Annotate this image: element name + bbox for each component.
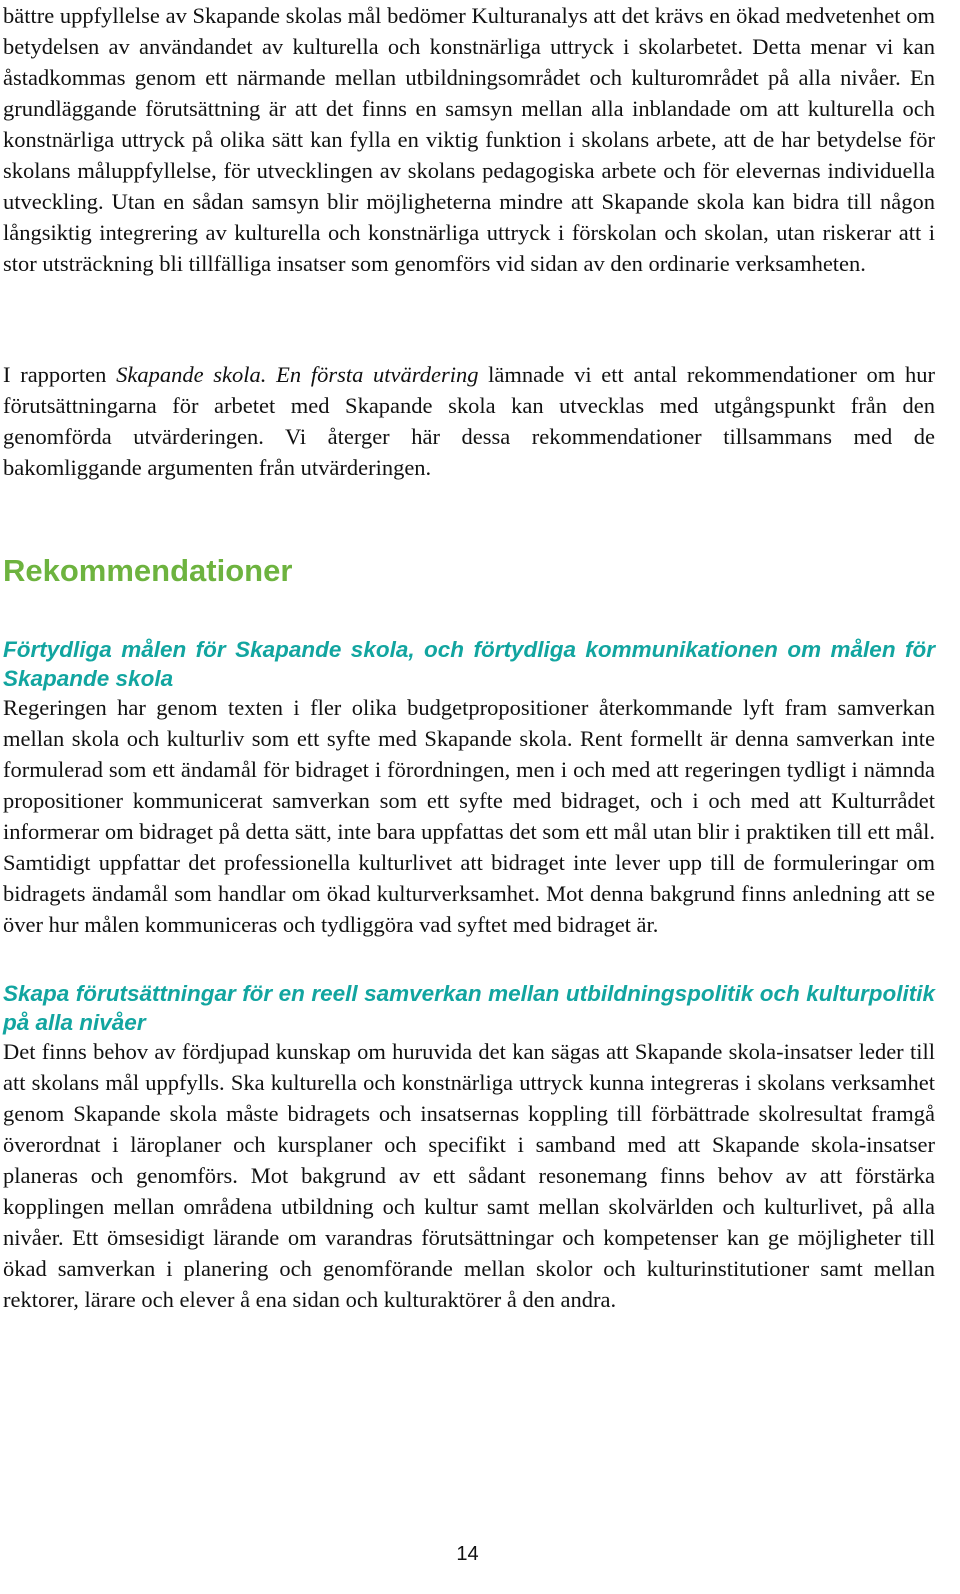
report-text-before: I rapporten — [3, 362, 117, 387]
report-text-after: lämnade vi ett antal rekommendationer om hur förutsättningarna för arbetet med Skapande skola kan utvecklas med utgångspunkt från den genomförda utvärderingen. Vi återger här dessa rekommendationer tillsammans med de bakomliggande argumenten från utvärderingen. — [3, 362, 936, 480]
report-paragraph — [3, 359, 935, 483]
page-number: 14 — [456, 1543, 479, 1565]
recommendation-body: Regeringen har genom texten i fler olika budgetpropositioner återkommande lyft fram samverkan mellan skola och kulturliv som ett syfte med Skapande skola. Rent formellt är denna samverkan inte formulerad som ett ändamål för bidraget i förordningen, men i och med att regeringen tydligt i nämnda propositioner kommunicerat samverkan som ett syfte med bidraget, och i och med att Kulturrådet informerar om bidraget på detta sätt, inte bara uppfattas det som ett mål utan blir i praktiken till ett mål. Samtidigt uppfattar det professionella kulturlivet att bidraget inte lever upp till de formuleringar om bidragets ändamål som handlar om ökad kulturverksamhet. Mot denna bakgrund finns anledning att se över hur målen kommuniceras och tydliggöra vad syftet med bidraget är. — [3, 695, 935, 937]
intro-paragraph: bättre uppfyllelse av Skapande skolas mål bedömer Kulturanalys att det krävs en ökad medvetenhet om betydelsen av användandet av kulturella och konstnärliga uttryck i skolarbetet. Detta menar vi kan åstadkommas genom ett närmande mellan utbildningsområdet och kulturområdet på alla nivåer. En grundläggande förutsättning är att det finns en samsyn mellan alla inblandade om att kulturella och konstnärliga uttryck på olika sätt kan fylla en viktig funktion i skolans arbete, att de har betydelse för skolans måluppfyllelse, för utvecklingen av skolans pedagogiska arbete och för elevernas individuella utveckling. Utan en sådan samsyn blir möjligheterna mindre att Skapande skola kan bidra till någon långsiktig integrering av kulturella och konstnärliga uttryck i förskolan och skolan, utan riskerar att i stor utsträckning bli tillfälliga insatser som genomförs vid sidan av den ordinarie verksamheten. — [3, 3, 935, 276]
recommendation-heading: Skapa förutsättningar för en reell samverkan mellan utbildningspolitik och kulturpolitik på alla nivåer — [3, 981, 935, 1035]
recommendation-heading: Förtydliga målen för Skapande skola, och förtydliga kommunikationen om målen för Skapande skola — [3, 637, 935, 691]
section-heading: Rekommendationer — [3, 553, 293, 588]
recommendation-body: Det finns behov av fördjupad kunskap om huruvida det kan sägas att Skapande skola-insatser leder till att skolans mål uppfylls. Ska kulturella och konstnärliga uttryck kunna integreras i skolans verksamhet genom Skapande skola måste bidragets och insatsernas koppling till förbättrade skolresultat framgå överordnat i läroplaner och kursplaner och specifikt i samband med att Skapande skola-insatser planeras och genomförs. Mot bakgrund av ett sådant resonemang finns behov av att förstärka kopplingen mellan områdena utbildning och kultur samt mellan skolvärlden och kulturlivet, på alla nivåer. Ett ömsesidigt lärande om varandras förutsättningar och kompetenser kan ge möjligheter till ökad samverkan i planering och genomförande mellan skolor och kulturinstitutioner samt mellan rektorer, lärare och elever å ena sidan och kulturaktörer å den andra. — [3, 1039, 935, 1312]
report-title: Skapande skola. En första utvärdering — [116, 362, 479, 387]
